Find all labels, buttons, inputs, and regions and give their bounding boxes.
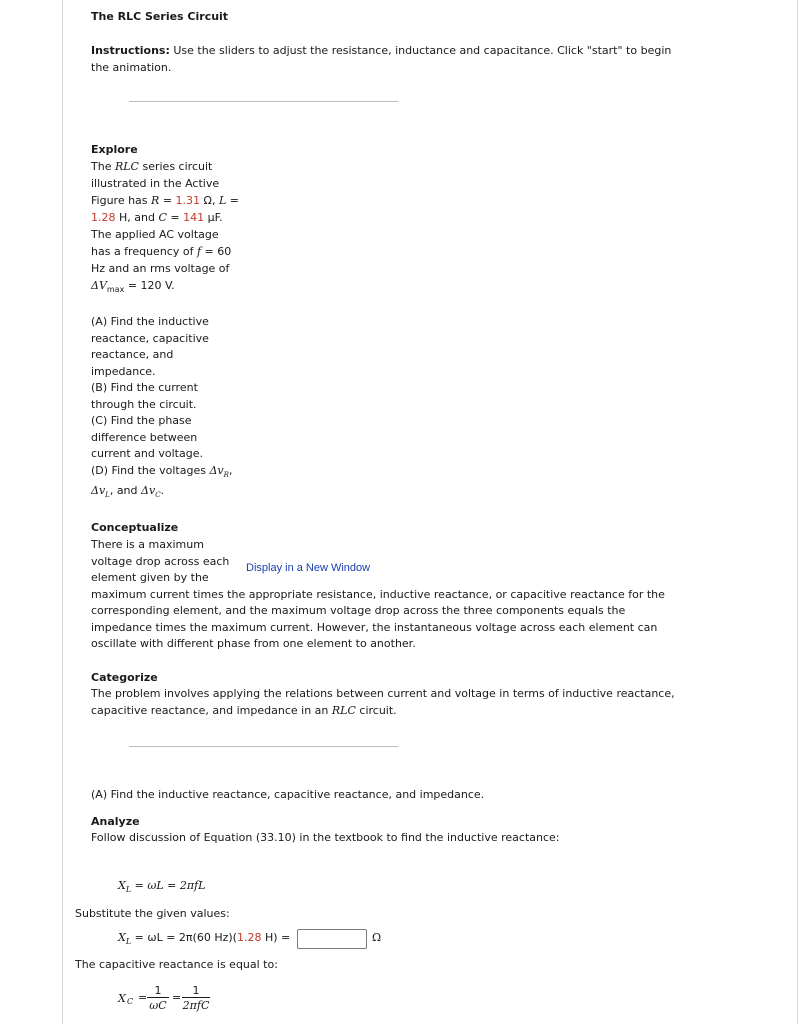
question-d: (D) Find the voltages $\Delta v_R$, $\Delta v_L$, and $\Delta v_C$. [91, 463, 233, 500]
capacitance-value: 141 [183, 211, 205, 224]
inductive-reactance-formula: $X_L = \omega L = 2\pi fL$ [118, 879, 206, 895]
inductance-value: 1.28 [91, 211, 116, 224]
question-b: (B) Find the current through the circuit. [91, 381, 198, 411]
instructions [91, 42, 681, 76]
instructions-text: Use the sliders to adjust the resistance, inductance and capacitance. Click "start" to begin the animation. [91, 44, 672, 74]
divider [129, 101, 398, 102]
explore-text: The RLC series circuit illustrated in the Active Figure has R = 1.31 Ω, L = 1.28 H, and C = 141 μF. The applied AC voltage has a frequency of f = 60 Hz and an rms voltage of $\Delta V_{max} = 120$ V. [91, 160, 239, 295]
capacitive-reactance-formula: X C = $\frac{1}{\omega C}$ = 1 2πfC [118, 984, 210, 1012]
inductance-value: 1.28 [236, 931, 262, 944]
ohm-unit: Ω [372, 931, 382, 944]
conceptualize-heading: Conceptualize [91, 521, 179, 534]
capacitive-reactance-label: The capacitive reactance is equal to: [75, 958, 278, 971]
conceptualize-text: There is a maximum voltage drop across each element given by the maximum current times the appropriate resistance, inductive reactance, or capacitive reactance for the corresponding element, and the maximum voltage drop across the three components equals the impedance times the maximum current. However, the instantaneous voltage across each element can oscillate with different phase from one element to another. [91, 538, 665, 650]
page-border [62, 0, 798, 1024]
part-a-heading: (A) Find the inductive reactance, capacitive reactance, and impedance. [91, 788, 485, 801]
explore-heading: Explore [91, 143, 138, 156]
divider [129, 746, 398, 747]
substitute-label: Substitute the given values: [75, 907, 230, 920]
question-c: (C) Find the phase difference between current and voltage. [91, 414, 203, 460]
instructions-label: Instructions: [91, 44, 170, 57]
page-title: The RLC Series Circuit [91, 10, 229, 23]
inductive-reactance-answer-input[interactable] [297, 929, 367, 949]
inductive-reactance-substitution: $X_L = \omega L = 2\pi(60$ Hz)(1.28 H) = [118, 931, 291, 947]
categorize-heading: Categorize [91, 671, 158, 684]
question-list [91, 314, 236, 504]
analyze-text: Follow discussion of Equation (33.10) in the textbook to find the inductive reactance: [91, 831, 560, 844]
categorize-text: The problem involves applying the relations between current and voltage in terms of inductive reactance, capacitive reactance, and impedance in an RLC circuit. [91, 687, 675, 717]
analyze-heading: Analyze [91, 815, 140, 828]
display-new-window-link[interactable]: Display in a New Window [246, 562, 371, 574]
question-a: (A) Find the inductive reactance, capacitive reactance, and impedance. [91, 315, 209, 378]
resistance-value: 1.31 [175, 194, 201, 207]
